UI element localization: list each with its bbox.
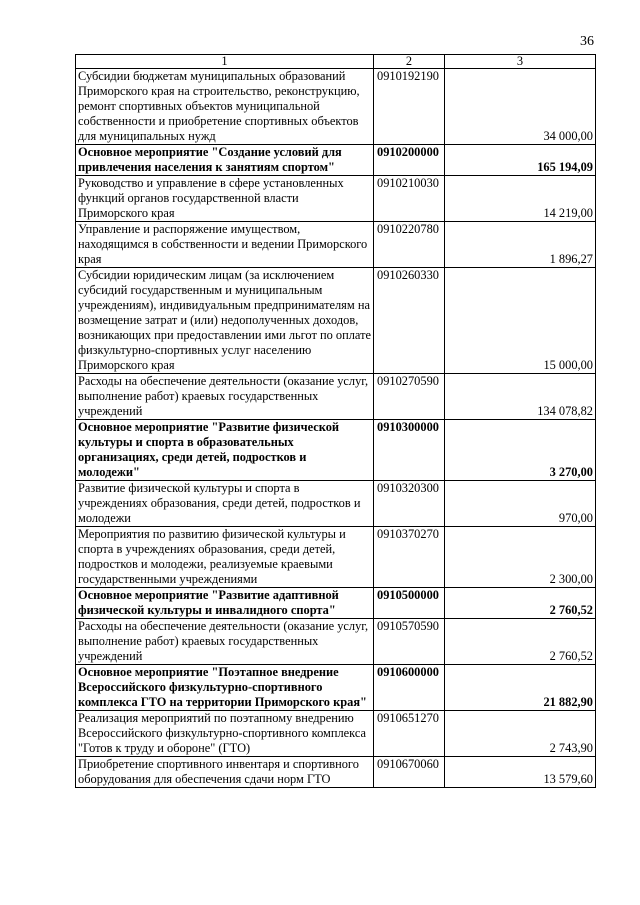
table-row	[76, 757, 596, 788]
row-code-cell: 0910651270	[374, 711, 445, 757]
row-name-cell: Приобретение спортивного инвентаря и спортивного оборудования для обеспечения сдачи норм ГТО	[76, 757, 374, 788]
row-code-cell: 0910200000	[374, 145, 445, 176]
row-name-cell: Расходы на обеспечение деятельности (оказание услуг, выполнение работ) краевых государственных учреждений	[76, 619, 374, 665]
table-row	[76, 268, 596, 374]
table-body	[76, 69, 596, 788]
row-code-cell: 0910300000	[374, 420, 445, 481]
row-name-cell: Субсидии бюджетам муниципальных образований Приморского края на строительство, реконструкцию, ремонт спортивных объектов муниципальной собственности и приобретение спортивных объектов для муниципальных нужд	[76, 69, 374, 145]
row-code-cell: 0910270590	[374, 374, 445, 420]
row-code-cell: 0910600000	[374, 665, 445, 711]
row-amount-cell: 134 078,82	[445, 374, 596, 420]
row-code-cell: 0910210030	[374, 176, 445, 222]
table-row	[76, 619, 596, 665]
table-row	[76, 420, 596, 481]
row-code-cell: 0910220780	[374, 222, 445, 268]
row-amount-cell: 2 743,90	[445, 711, 596, 757]
row-name-cell: Субсидии юридическим лицам (за исключением субсидий государственным и муниципальным учреждениям), индивидуальным предпринимателям на возмещение затрат и (или) недополученных доходов, возникающих при предоставлении ими льгот по оплате физкультурно-спортивных услуг населению Приморского края	[76, 268, 374, 374]
table-row	[76, 222, 596, 268]
row-amount-cell: 970,00	[445, 481, 596, 527]
row-name-cell: Основное мероприятие "Развитие адаптивной физической культуры и инвалидного спорта"	[76, 588, 374, 619]
row-name-cell: Расходы на обеспечение деятельности (оказание услуг, выполнение работ) краевых государственных учреждений	[76, 374, 374, 420]
table-row	[76, 176, 596, 222]
row-amount-cell: 2 760,52	[445, 619, 596, 665]
row-code-cell: 0910670060	[374, 757, 445, 788]
page-number: 36	[580, 34, 594, 49]
row-code-cell: 0910320300	[374, 481, 445, 527]
row-amount-cell: 2 760,52	[445, 588, 596, 619]
row-name-cell: Управление и распоряжение имуществом, находящимся в собственности и ведении Приморского края	[76, 222, 374, 268]
table-row	[76, 711, 596, 757]
row-name-cell: Развитие физической культуры и спорта в учреждениях образования, среди детей, подростков и молодежи	[76, 481, 374, 527]
budget-table	[75, 54, 596, 788]
row-name-cell: Реализация мероприятий по поэтапному внедрению Всероссийского физкультурно-спортивного комплекса "Готов к труду и обороне" (ГТО)	[76, 711, 374, 757]
row-name-cell: Основное мероприятие "Создание условий для привлечения населения к занятиям спортом"	[76, 145, 374, 176]
row-amount-cell: 1 896,27	[445, 222, 596, 268]
table-row	[76, 145, 596, 176]
table-row	[76, 481, 596, 527]
row-amount-cell: 14 219,00	[445, 176, 596, 222]
row-amount-cell: 13 579,60	[445, 757, 596, 788]
column-header-2: 2	[374, 55, 445, 69]
row-amount-cell: 2 300,00	[445, 527, 596, 588]
row-name-cell: Мероприятия по развитию физической культуры и спорта в учреждениях образования, среди детей, подростков и молодежи, реализуемые краевыми государственными учреждениями	[76, 527, 374, 588]
row-amount-cell: 21 882,90	[445, 665, 596, 711]
table-header-row	[76, 55, 596, 69]
row-code-cell: 0910500000	[374, 588, 445, 619]
row-amount-cell: 3 270,00	[445, 420, 596, 481]
row-name-cell: Руководство и управление в сфере установленных функций органов государственной власти Приморского края	[76, 176, 374, 222]
table-row	[76, 588, 596, 619]
row-code-cell: 0910370270	[374, 527, 445, 588]
column-header-1: 1	[76, 55, 374, 69]
table-row	[76, 69, 596, 145]
row-code-cell: 0910260330	[374, 268, 445, 374]
table-row	[76, 527, 596, 588]
row-code-cell: 0910192190	[374, 69, 445, 145]
row-amount-cell: 34 000,00	[445, 69, 596, 145]
column-header-3: 3	[445, 55, 596, 69]
row-amount-cell: 165 194,09	[445, 145, 596, 176]
row-name-cell: Основное мероприятие "Поэтапное внедрение Всероссийского физкультурно-спортивного комплекса ГТО на территории Приморского края"	[76, 665, 374, 711]
row-amount-cell: 15 000,00	[445, 268, 596, 374]
row-code-cell: 0910570590	[374, 619, 445, 665]
table-row	[76, 665, 596, 711]
table-row	[76, 374, 596, 420]
row-name-cell: Основное мероприятие "Развитие физической культуры и спорта в образовательных организациях, среди детей, подростков и молодежи"	[76, 420, 374, 481]
